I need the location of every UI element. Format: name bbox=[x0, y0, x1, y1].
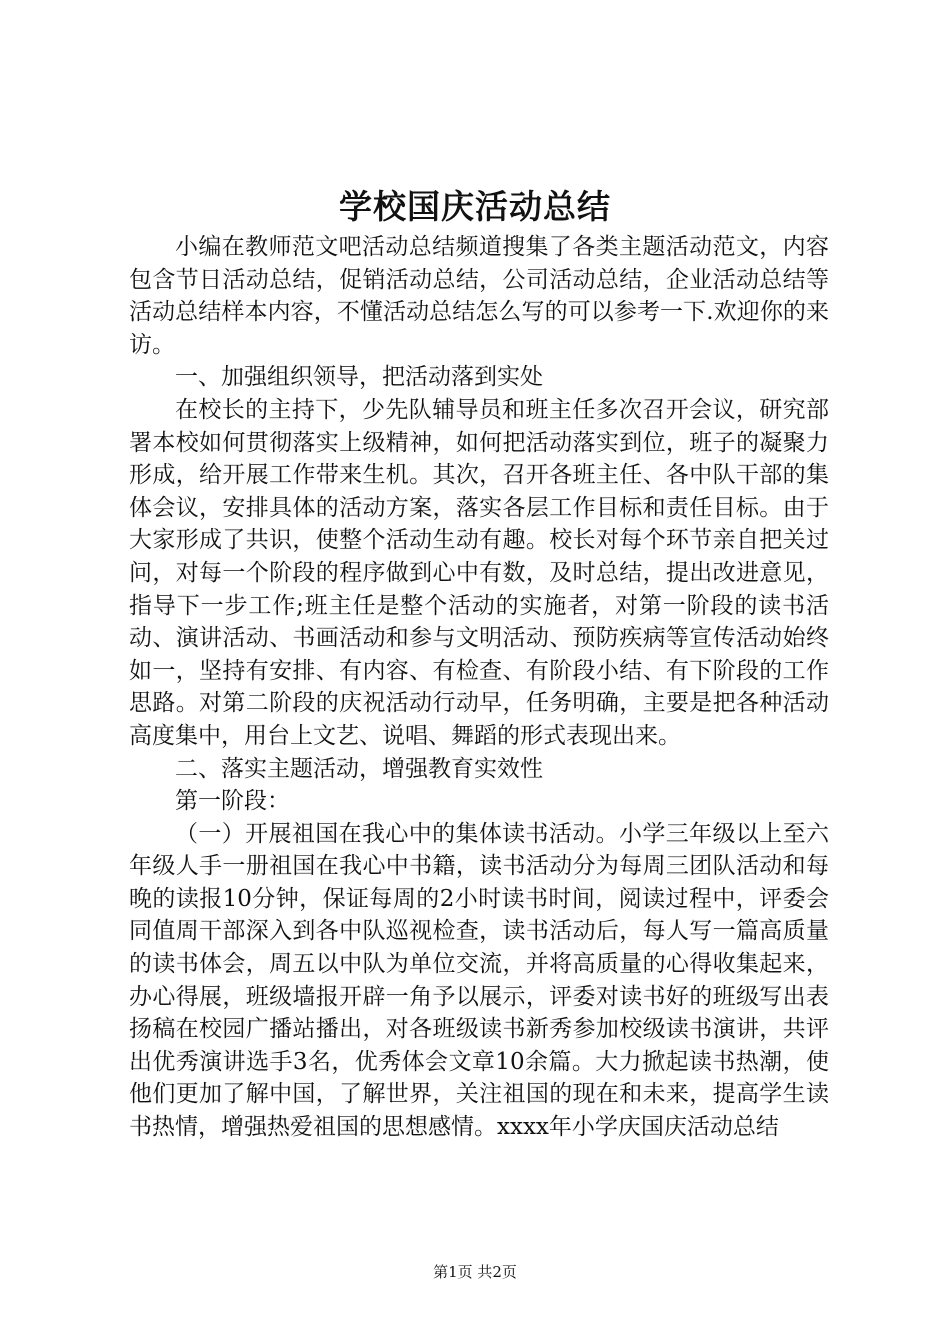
subsection-heading: 第一阶段： bbox=[175, 788, 290, 815]
body-paragraph: （一）开展祖国在我心中的集体读书活动。小学三年级以上至六年级人手一册祖国在我心中书籍，读书活动分为每周三团队活动和每晚的读报10分钟，保证每周的2小时读书时间，阅读过程中，评委会同值周干部深入到各中队巡视检查，读书活动后，每人写一篇高质量的读书体会，周五以中队为单位交流，并将高质量的心得收集起来，办心得展，班级墙报开辟一角予以展示，评委对读书好的班级写出表扬稿在校园广播站播出，对各班级读书新秀参加校级读书演讲，共评出优秀演讲选手3名，优秀体会文章10余篇。大力掀起读书热潮，使他们更加了解中国，了解世界，关注祖国的现在和未来，提高学生读书热情，增强热爱祖国的思想感情。xxxx年小学庆国庆活动总结 bbox=[129, 820, 829, 1141]
section-heading-2: 二、落实主题活动，增强教育实效性 bbox=[175, 755, 543, 782]
document-body bbox=[129, 231, 829, 1144]
page-footer: 第1页 共2页 bbox=[433, 1263, 517, 1281]
body-paragraph: 在校长的主持下，少先队辅导员和班主任多次召开会议，研究部署本校如何贯彻落实上级精神，如何把活动落实到位，班子的凝聚力形成，给开展工作带来生机。其次，召开各班主任、各中队干部的集体会议，安排具体的活动方案，落实各层工作目标和责任目标。由于大家形成了共识，使整个活动生动有趣。校长对每个环节亲自把关过问，对每一个阶段的程序做到心中有数，及时总结，提出改进意见，指导下一步工作;班主任是整个活动的实施者，对第一阶段的读书活动、演讲活动、书画活动和参与文明活动、预防疾病等宣传活动始终如一，坚持有安排、有内容、有检查、有阶段小结、有下阶段的工作思路。对第二阶段的庆祝活动行动早，任务明确，主要是把各种活动高度集中，用台上文艺、说唱、舞蹈的形式表现出来。 bbox=[129, 396, 829, 749]
intro-paragraph: 小编在教师范文吧活动总结频道搜集了各类主题活动范文，内容包含节日活动总结，促销活动总结，公司活动总结，企业活动总结等活动总结样本内容，不懂活动总结怎么写的可以参考一下.欢迎你的来访。 bbox=[129, 234, 829, 358]
document-title: 学校国庆活动总结 bbox=[339, 187, 611, 226]
section-heading-1: 一、加强组织领导，把活动落到实处 bbox=[175, 364, 543, 391]
